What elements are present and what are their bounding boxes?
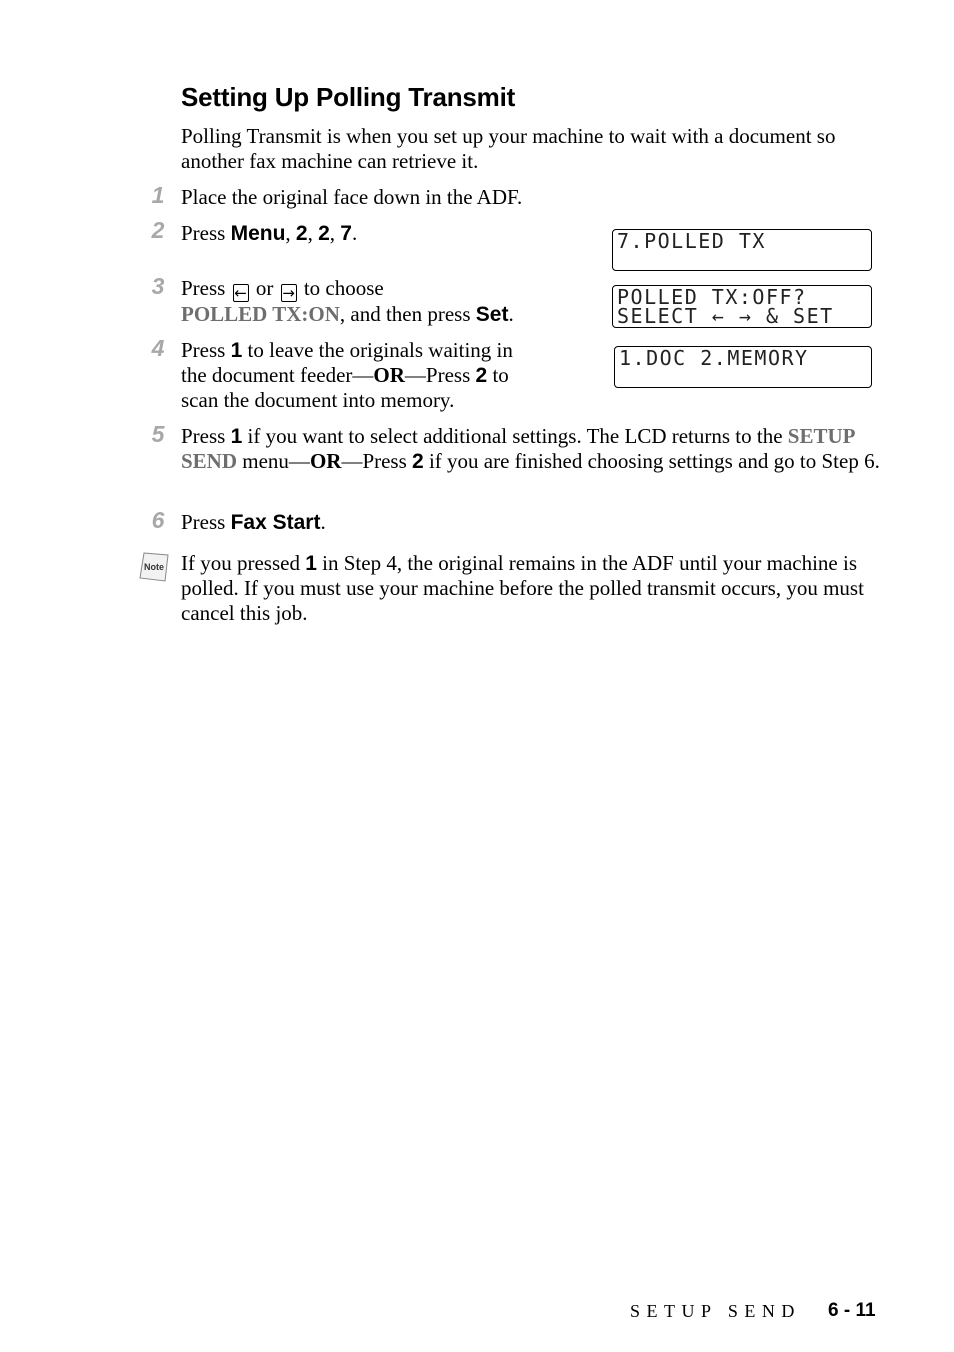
footer-section-title: SETUP SEND xyxy=(630,1301,801,1321)
lcd-display-1: 7.POLLED TX xyxy=(612,229,872,271)
set-key: Set xyxy=(475,303,509,326)
note-icon xyxy=(138,551,170,583)
page-number: 6 - 11 xyxy=(828,1300,876,1321)
lcd-display-2: POLLED TX:OFF? SELECT ← → & SET xyxy=(612,285,872,328)
step-number-5: 5 xyxy=(151,421,165,447)
key-7: 7 xyxy=(340,222,352,245)
step-2-press: Press xyxy=(181,221,231,245)
note-icon-label: Note xyxy=(144,562,164,572)
setup-send-term: SETUP SEND xyxy=(181,424,855,473)
key-2a: 2 xyxy=(295,222,308,245)
left-arrow-key-icon: ← xyxy=(234,284,247,302)
step-2-text: Press Menu, 2, 2, 7. xyxy=(181,221,358,245)
intro-paragraph: Polling Transmit is when you set up your machine to wait with a document so another fax machine can retrieve it. xyxy=(181,124,836,173)
step-3-text: Press ← or → to choose POLLED TX:ON, and then press Set. xyxy=(181,276,514,326)
step-number-2: 2 xyxy=(151,217,165,243)
key-2b: 2 xyxy=(318,222,330,245)
fax-start-key: Fax Start xyxy=(230,511,321,534)
page-title: Setting Up Polling Transmit xyxy=(181,82,516,112)
polled-tx-on-term: POLLED TX:ON xyxy=(181,302,340,326)
note-text: If you pressed 1 in Step 4, the original remains in the ADF until your machine is polled. If you must use your machine before the polled transmit occurs, you must cancel this job. xyxy=(181,551,864,625)
step-number-1: 1 xyxy=(151,182,165,208)
step-5-text: Press 1 if you want to select additional settings. The LCD returns to the SETUP SEND menu—OR—Press 2 if you are finished choosing settings and go to Step 6. xyxy=(181,424,880,473)
step-number-6: 6 xyxy=(151,507,165,533)
step-number-4: 4 xyxy=(151,335,165,361)
step-6-text: Press Fax Start. xyxy=(181,510,326,534)
lcd-display-3: 1.DOC 2.MEMORY xyxy=(614,346,872,388)
menu-key: Menu xyxy=(230,222,286,245)
step-number-3: 3 xyxy=(151,273,165,299)
step-4-text: Press 1 to leave the originals waiting in the document feeder—OR—Press 2 to scan the document into memory. xyxy=(181,338,513,412)
right-arrow-key-icon: → xyxy=(282,284,295,302)
step-1-text: Place the original face down in the ADF. xyxy=(181,185,523,209)
